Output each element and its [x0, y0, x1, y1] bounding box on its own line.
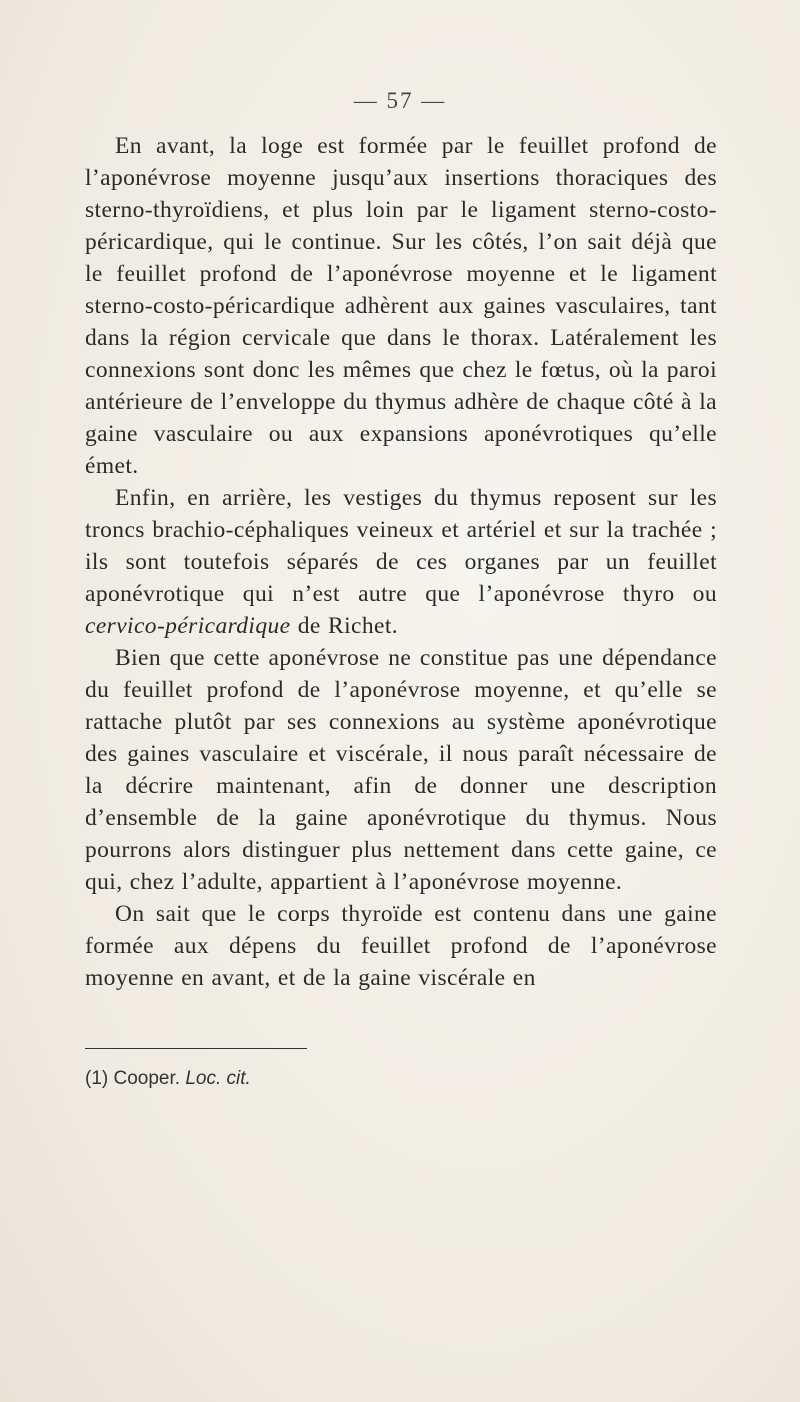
footnote-reference: Loc. cit. — [185, 1068, 251, 1089]
page-number: — 57 — — [353, 88, 447, 113]
paragraph — [85, 898, 717, 994]
paragraph-text: de Richet. — [290, 613, 399, 639]
paragraph-text: En avant, la loge est formée par le feuillet profond de l’aponévrose moyenne jusqu’aux insertions thoraciques des sterno-thyroïdiens, et plus loin par le ligament sterno-costo-péricardique, qui le continue. Sur les côtés, l’on sait déjà que le feuillet profond de l’aponévrose moyenne et le ligament sterno-costo-péricardique adhèrent aux gaines vasculaires, tant dans la région cervicale que dans le thorax. Latéralement les connexions sont donc les mêmes que chez le fœtus, où la paroi antérieure de l’enveloppe du thymus adhère de chaque côté à la gaine vasculaire ou aux expansions aponévrotiques qu’elle émet. — [85, 133, 717, 479]
paragraph-text: Enfin, en arrière, les vestiges du thymus reposent sur les troncs brachio-céphaliques veineux et artériel et sur la trachée ; ils sont toutefois séparés de ces organes par un feuillet aponévrotique qui n’est autre que l’aponévrose thyro ou — [85, 485, 717, 607]
footnote-author: Cooper. — [108, 1068, 186, 1089]
paragraph-text: Bien que cette aponévrose ne constitue pas une dépendance du feuillet profond de l’aponévrose moyenne, et qu’elle se rattache plutôt par ses connexions au système aponévrotique des gaines vasculaire et viscérale, il nous paraît nécessaire de la décrire maintenant, afin de donner une description d’ensemble de la gaine aponévrotique du thymus. Nous pourrons alors distinguer plus nettement dans cette gaine, ce qui, chez l’adulte, appartient à l’aponévrose moyenne. — [85, 645, 717, 895]
body-text — [85, 130, 717, 994]
paragraph-text: On sait que le corps thyroïde est contenu dans une gaine formée aux dépens du feuillet profond de l’aponévrose moyenne en avant, et de la gaine viscérale en — [85, 901, 717, 991]
paragraph — [85, 642, 717, 898]
paragraph — [85, 482, 717, 642]
footnote-marker: (1) — [85, 1068, 109, 1089]
footnote-divider — [85, 1048, 307, 1049]
paragraph — [85, 130, 717, 482]
italic-term: cervico-péricardique — [85, 613, 291, 639]
footnote — [85, 1068, 251, 1090]
